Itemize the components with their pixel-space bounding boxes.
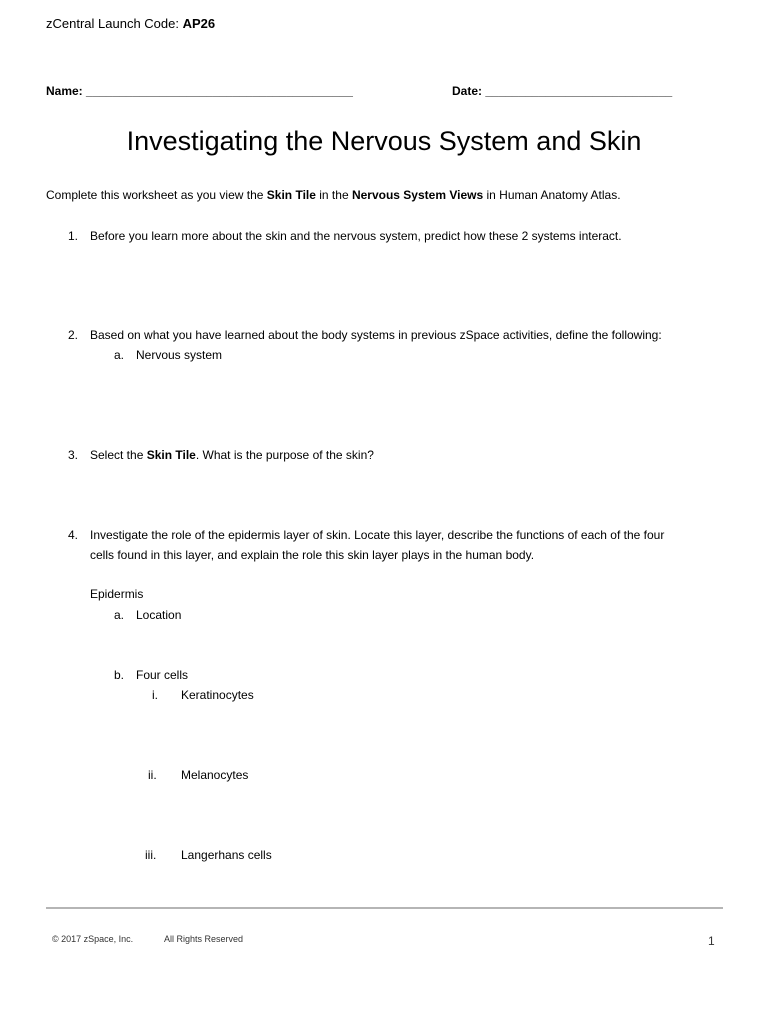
sub-item-four-cells: Four cells bbox=[136, 668, 189, 682]
question-2-sub-a bbox=[114, 348, 124, 362]
question-text: Before you learn more about the skin and the nervous system, predict how these 2 systems interact. bbox=[90, 229, 622, 243]
intro-skin-tile: Skin Tile bbox=[266, 188, 316, 202]
intro-text-1: Complete this worksheet as you view the bbox=[46, 188, 267, 202]
footer-copyright: © 2017 zSpace, Inc. bbox=[52, 934, 134, 944]
question-number: 1. bbox=[68, 229, 79, 243]
cell-label-ii: ii. bbox=[148, 768, 157, 782]
question-2-sub-a-text: Nervous system bbox=[136, 348, 223, 362]
cell-langerhans: Langerhans cells bbox=[181, 848, 272, 862]
sub-label-b: b. bbox=[114, 668, 125, 682]
intro-nervous-system-views: Nervous System Views bbox=[351, 188, 484, 202]
name-field: Name: ________________________________________ bbox=[46, 84, 353, 98]
footer-divider bbox=[46, 907, 723, 909]
sub-item-location: Location bbox=[136, 608, 182, 622]
question-number: 4. bbox=[68, 528, 79, 542]
date-field: Date: ____________________________ bbox=[452, 84, 673, 98]
launch-code-line bbox=[46, 16, 215, 31]
question-4-line-2: cells found in this layer, and explain the role this skin layer plays in the human body. bbox=[90, 548, 535, 562]
cell-label-i: i. bbox=[152, 688, 158, 702]
question-text: Based on what you have learned about the body systems in previous zSpace activities, define the following: bbox=[90, 328, 662, 342]
section-heading-epidermis: Epidermis bbox=[90, 587, 144, 601]
footer-rights: All Rights Reserved bbox=[164, 934, 244, 944]
sub-label-a: a. bbox=[114, 608, 125, 622]
question-number: 3. bbox=[68, 448, 79, 462]
cell-melanocytes: Melanocytes bbox=[181, 768, 249, 782]
sub-label: a. bbox=[114, 348, 125, 362]
cell-keratinocytes: Keratinocytes bbox=[181, 688, 254, 702]
intro-instructions bbox=[46, 188, 621, 202]
page-number: 1 bbox=[708, 934, 715, 948]
question-3-text-1: Select the bbox=[90, 448, 147, 462]
question-text: Investigate the role of the epidermis layer of skin. Locate this layer, describe the functions of each of the four bbox=[90, 528, 665, 542]
launch-code-label: zCentral Launch Code: bbox=[46, 16, 179, 31]
intro-text-3: in Human Anatomy Atlas. bbox=[483, 188, 621, 202]
question-number: 2. bbox=[68, 328, 79, 342]
page-title: Investigating the Nervous System and Skin bbox=[126, 126, 642, 156]
question-text bbox=[90, 448, 374, 462]
cell-label-iii: iii. bbox=[145, 848, 157, 862]
launch-code-value: AP26 bbox=[182, 16, 216, 31]
intro-text-2: in the bbox=[315, 188, 352, 202]
question-3-text-2: . What is the purpose of the skin? bbox=[195, 448, 374, 462]
question-3-skin-tile: Skin Tile bbox=[146, 448, 196, 462]
